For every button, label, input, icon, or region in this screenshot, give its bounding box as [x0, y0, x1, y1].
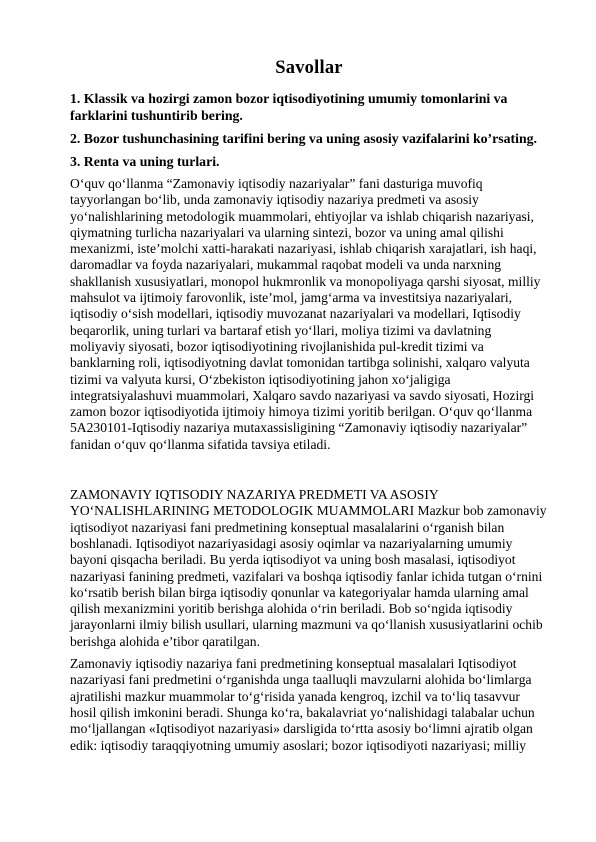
section-paragraph: ZAMONAVIY IQTISODIY NAZARIYA PREDMETI VA ASOSIY YO‘NALISHLARINING METODOLOGIK MUAMMOLARI Mazkur bob zamonaviy iqtisodiyot nazariyasi fani predmetining konseptual masalalarini o‘rganish bilan boshlanadi. Iqtisodiyot nazariyasidagi asosiy oqimlar va nazariyalarning umumiy bayoni qisqacha beriladi. Bu yerda iqtisodiyot va uning bosh masalasi, iqtisodiyot nazariyasi fanining predmeti, vazifalari va boshqa iqtisodiy fanlar ichida tutgan o‘rnini ko‘rsatib berish bilan birga iqtisodiy qonunlar va kategoriyalar hamda ularning amal qilish mexanizmini yoritib berishga alohida o‘rin beriladi. Bob so‘ngida iqtisodiy jarayonlarni ilmiy bilish usullari, ularning mazmuni va qo‘llanish xususiyatlarini ochib berishga alohida e’tibor qaratilgan.: [70, 487, 547, 649]
question-2: 2. Bozor tushunchasining tarifini bering va uning asosiy vazifalarini ko’rsating.: [70, 131, 537, 146]
page-title: Savollar: [275, 58, 343, 78]
body-paragraph: Zamonaviy iqtisodiy nazariya fani predmetining konseptual masalalari Iqtisodiyot nazariyasi fani predmetini o‘rganishda unga taalluqli mavzularni alohida bo‘limlarga ajratilishi mazkur muammolar to‘g‘risida yanada kengroq, izchil va to‘liq tasavvur hosil qilish imkonini beradi. Shunga ko‘ra, bakalavriat yo‘nalishidagi talabalar uchun mo‘ljallangan «Iqtisodiyot nazariyasi» darsligida to‘rtta asosiy bo‘limni ajratib olgan edik: iqtisodiy taraqqiyotning umumiy asoslari; bozor iqtisodiyoti nazariyasi; milliy: [70, 656, 535, 753]
document-page: [70, 56, 548, 760]
question-1: 1. Klassik va hozirgi zamon bozor iqtisodiyotining umumiy tomonlarini va farklarini tushuntirib bering.: [70, 91, 508, 123]
question-3: 3. Renta va uning turlari.: [70, 154, 220, 169]
section-spacer: [70, 459, 548, 487]
intro-paragraph: O‘quv qo‘llanma “Zamonaviy iqtisodiy nazariyalar” fani dasturiga muvofiq tayyorlangan bo‘lib, unda zamonaviy iqtisodiy nazariya predmeti va asosiy yo‘nalishlarining metodologik muammolari, ehtiyojlar va ishlab chiqarish nazariyasi, qiymatning turlicha nazariyalari va ularning sintezi, bozor va uning amal qilishi mexanizmi, iste’molchi xatti-harakati nazariyasi, ishlab chiqarish xarajatlari, ish haqi, daromadlar va foyda nazariyalari, mukammal raqobat modeli va unda narxning shakllanish xususiyatlari, monopol hukmronlik va monopoliyaga qarshi siyosat, milliy mahsulot va ijtimoiy farovonlik, iste’mol, jamg‘arma va investitsiya nazariyalari, iqtisodiy o‘sish modellari, iqtisodiy muvozanat nazariyalari va modellari, Iqtisodiy beqarorlik, uning turlari va bartaraf etish yo‘llari, moliya tizimi va davlatning moliyaviy siyosati, bozor iqtisodiyotining rivojlanishida pul-kredit tizimi va banklarning roli, iqtisodiyotning davlat tomonidan tartibga solinishi, xalqaro valyuta tizimi va valyuta kursi, O‘zbekiston iqtisodiyotining jahon xo‘jaligiga integratsiyalashuvi muammolari, Xalqaro savdo nazariyasi va savdo siyosati, Hozirgi zamon bozor iqtisodiyotida ijtimoiy himoya tizimi yoritib berilgan. O‘quv qo‘llanma 5A230101-Iqtisodiy nazariya mutaxassisligining “Zamonaviy iqtisodiy nazariyalar” fanidan o‘quv qo‘llanma sifatida tavsiya etiladi.: [70, 176, 541, 452]
